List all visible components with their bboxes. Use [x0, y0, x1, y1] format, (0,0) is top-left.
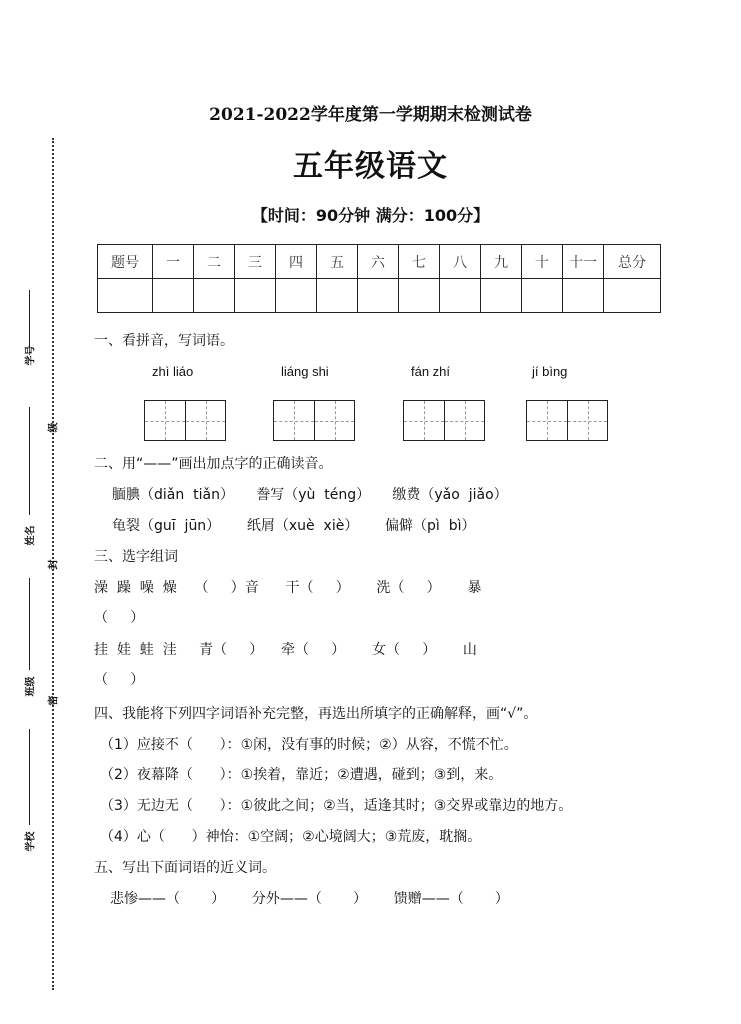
- student-id-label: 学号: [25, 345, 37, 366]
- score-cell[interactable]: [194, 279, 235, 313]
- score-cell[interactable]: [522, 279, 563, 313]
- score-cell[interactable]: [563, 279, 604, 313]
- school-line: [29, 729, 30, 825]
- score-header-cell: 十: [522, 245, 563, 279]
- score-cell[interactable]: [98, 279, 153, 313]
- writing-grid-3[interactable]: [403, 400, 485, 441]
- section3-heading: 三、选字组词: [94, 549, 178, 565]
- section4-item-4: （4）心（ ）神怡：①空阔；②心境阔大；③荒废，耽搁。: [100, 829, 482, 845]
- section1-heading: 一、看拼音，写词语。: [94, 333, 234, 349]
- section2-row2: 龟裂（guī jūn） 纸屑（xuè xiè） 偏僻（pì bì）: [112, 518, 476, 534]
- section4-item-3: （3）无边无（ ）：①彼此之间；②当，适逢其时；③交界或靠边的地方。: [100, 798, 573, 814]
- grid-cell[interactable]: [185, 401, 225, 440]
- score-header-cell: 二: [194, 245, 235, 279]
- exam-title: 2021-2022学年度第一学期期末检测试卷: [209, 105, 532, 125]
- section3-row1: 澡 躁 噪 燥 （ ）音 干（ ） 洗（ ） 暴: [94, 580, 482, 596]
- score-cell[interactable]: [440, 279, 481, 313]
- score-table-header-row: [98, 245, 661, 279]
- time-score-info: 【时间：90分钟 满分：100分】: [251, 206, 490, 225]
- score-cell[interactable]: [276, 279, 317, 313]
- score-header-cell: 七: [399, 245, 440, 279]
- score-cell[interactable]: [604, 279, 661, 313]
- name-label: 姓名: [25, 525, 37, 546]
- score-header-cell: 三: [235, 245, 276, 279]
- section2-heading: 二、用“——”画出加点字的正确读音。: [94, 456, 333, 472]
- score-table: [97, 244, 661, 313]
- section4-item-2: （2）夜幕降（ ）：①挨着，靠近；②遭遇，碰到；③到，来。: [100, 767, 503, 783]
- score-header-cell: 四: [276, 245, 317, 279]
- score-header-cell: 五: [317, 245, 358, 279]
- writing-grid-1[interactable]: [144, 400, 226, 441]
- grid-cell[interactable]: [404, 401, 444, 440]
- grid-cell[interactable]: [567, 401, 607, 440]
- grid-cell[interactable]: [314, 401, 354, 440]
- section5-row: 悲惨——（ ） 分外——（ ） 馈赠——（ ）: [110, 891, 509, 907]
- section3-row2-cont: （ ）: [94, 672, 145, 688]
- class-label: 班级: [25, 676, 37, 697]
- section3-row1-cont: （ ）: [94, 610, 145, 626]
- score-header-cell: 八: [440, 245, 481, 279]
- score-header-cell: 十一: [563, 245, 604, 279]
- student-id-line: [29, 290, 30, 348]
- grid-cell[interactable]: [145, 401, 185, 440]
- section2-row1: 腼腆（diǎn tiǎn） 誊写（yù téng） 缴费（yǎo jiǎo）: [112, 487, 508, 503]
- writing-grid-2[interactable]: [273, 400, 355, 441]
- score-table-score-row: [98, 279, 661, 313]
- pinyin-2: liáng shi: [281, 364, 329, 379]
- section4-item-1: （1）应接不（ ）：①闲，没有事的时候；②）从容，不慌不忙。: [100, 737, 518, 753]
- section3-row2: 挂 娃 蛙 洼 青（ ） 牵（ ） 女（ ） 山: [94, 642, 477, 658]
- score-cell[interactable]: [153, 279, 194, 313]
- score-header-cell: 九: [481, 245, 522, 279]
- writing-grid-4[interactable]: [526, 400, 608, 441]
- school-label: 学校: [25, 831, 37, 852]
- grid-cell[interactable]: [527, 401, 567, 440]
- score-cell[interactable]: [481, 279, 522, 313]
- pinyin-3: fán zhí: [411, 364, 451, 379]
- score-cell[interactable]: [358, 279, 399, 313]
- grid-cell[interactable]: [444, 401, 484, 440]
- grade-seal-label: 级: [48, 422, 60, 433]
- pinyin-4: jí bìng: [532, 364, 568, 379]
- score-cell[interactable]: [317, 279, 358, 313]
- seal-label: 封: [48, 559, 60, 570]
- grade-line: [29, 407, 30, 515]
- subject-title: 五年级语文: [293, 149, 448, 184]
- grid-cell[interactable]: [274, 401, 314, 440]
- secret-seal-label: 密: [48, 695, 60, 706]
- score-header-cell: 总分: [604, 245, 661, 279]
- class-line: [29, 578, 30, 670]
- score-cell[interactable]: [235, 279, 276, 313]
- score-cell[interactable]: [399, 279, 440, 313]
- score-header-cell: 六: [358, 245, 399, 279]
- score-header-cell: 一: [153, 245, 194, 279]
- section4-heading: 四、我能将下列四字词语补充完整，再选出所填字的正确解释，画“√”。: [94, 706, 538, 722]
- score-header-cell: 题号: [98, 245, 153, 279]
- section5-heading: 五、写出下面词语的近义词。: [94, 860, 276, 876]
- pinyin-1: zhì liáo: [152, 364, 194, 379]
